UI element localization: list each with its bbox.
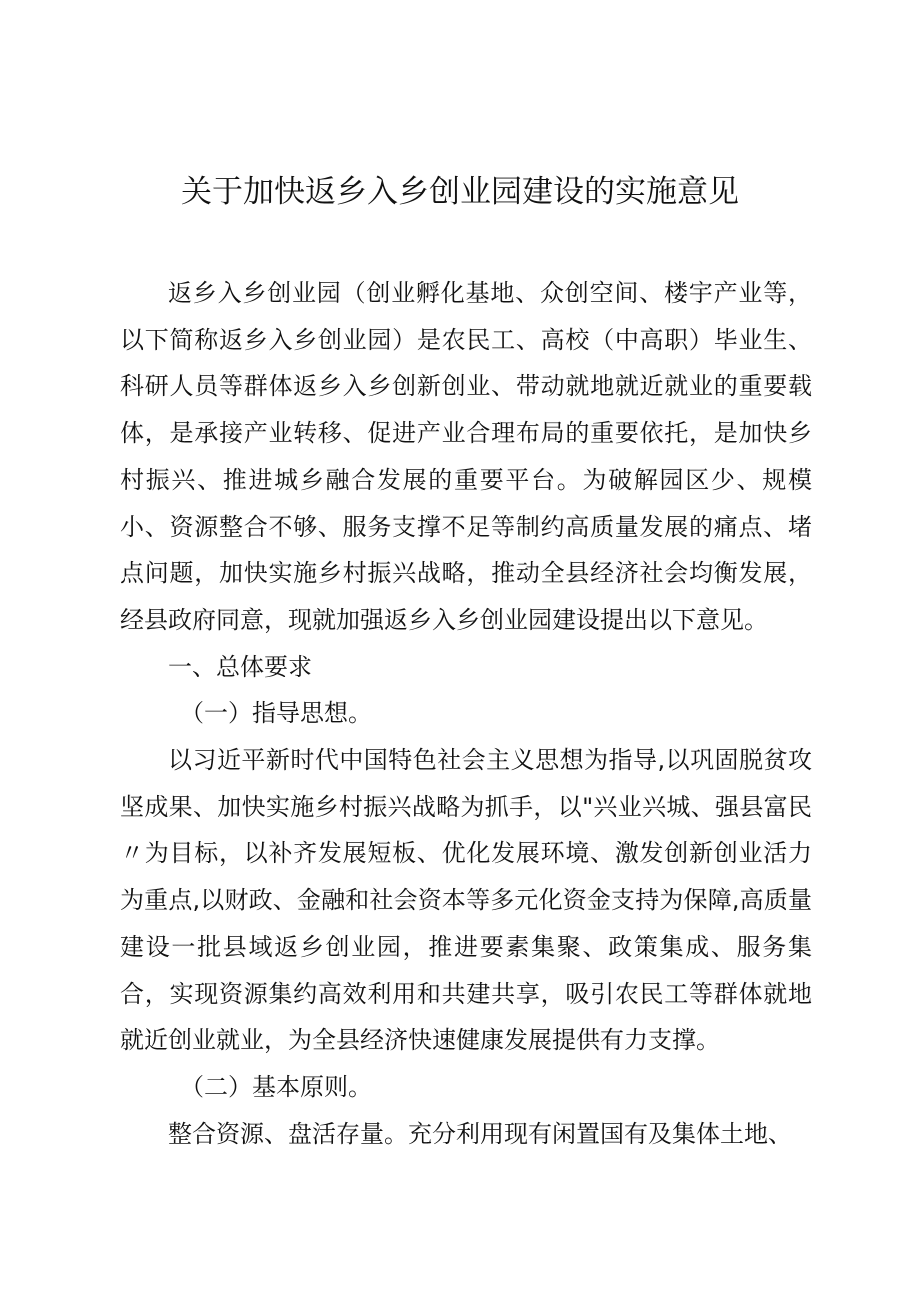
intro-paragraph: 返乡入乡创业园（创业孵化基地、众创空间、楼宇产业等，以下简称返乡入乡创业园）是农民工、高校（中高职）毕业生、科研人员等群体返乡入乡创新创业、带动就地就近就业的重要载体，是承接产业转移、促进产业合理布局的重要依托，是加快乡村振兴、推进城乡融合发展的重要平台。为破解园区少、规模小、资源整合不够、服务支撑不足等制约高质量发展的痛点、堵点问题，加快实施乡村振兴战略，推动全县经济社会均衡发展，经县政府同意，现就加强返乡入乡创业园建设提出以下意见。 [120, 279, 812, 634]
document-body [120, 270, 812, 1157]
subsection-heading-basic-principles: （二）基本原则。 [180, 1072, 372, 1101]
basic-principles-paragraph: 整合资源、盘活存量。充分利用现有闲置国有及集体土地、 [168, 1119, 792, 1148]
document-title: 关于加快返乡入乡创业园建设的实施意见 [181, 174, 739, 210]
guiding-ideology-paragraph: 以习近平新时代中国特色社会主义思想为指导,以巩固脱贫攻坚成果、加快实施乡村振兴战略为抓手，以"兴业兴城、强县富民〃为目标，以补齐发展短板、优化发展环境、激发创新创业活力为重点,以财政、金融和社会资本等多元化资金支持为保障,高质量建设一批县域返乡创业园，推进要素集聚、政策集成、服务集合，实现资源集约高效利用和共建共享，吸引农民工等群体就地就近创业就业，为全县经济快速健康发展提供有力支撑。 [120, 746, 812, 1055]
section-heading-general-requirements: 一、总体要求 [168, 652, 312, 681]
subsection-heading-guiding-ideology: （一）指导思想。 [180, 699, 372, 728]
